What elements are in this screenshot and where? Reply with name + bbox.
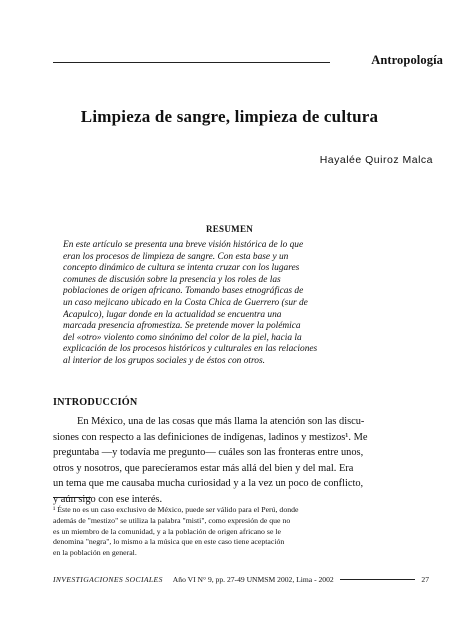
section-label: Antropología [371,53,443,67]
body-line: preguntaba —y todavía me pregunto— cuáles son las fronteras entre unos, [53,447,364,459]
body-line: y aún sigo con ese interés. [53,493,163,505]
abstract-line: En este artículo se presenta una breve visión histórica de lo que [63,240,304,250]
footer-rule [340,579,416,580]
abstract-line: al interior de los grupos sociales y de éstos con otros. [63,355,265,366]
abstract-line: explicación de los procesos históricos y culturales en las relaciones [63,344,318,355]
intro-heading: INTRODUCCIÓN [53,397,138,408]
footnote-line: además de "mestizo" se utiliza la palabra "misti", como expresión de que no [53,515,291,525]
abstract-line: marcada presencia afromestiza. Se pretende mover la polémica [63,321,301,332]
footnote-line: es un miembro de la comunidad, y a la población de origen africano se le [53,526,281,536]
abstract-line: concepto dinámico de cultura se intenta cruzar con los lugares [63,263,300,274]
abstract-line: del «otro» violento como sinónimo del color de la piel, hacia la [63,332,302,343]
abstract-line: poblaciones de origen africano. Tomando bases etnográficas de [63,286,304,297]
footnote-line: en la población en general. [53,548,137,558]
footnote [53,505,425,559]
footnote-line: denomina "negra", lo mismo a la música que en este caso tiene aceptación [53,537,285,547]
author-name: Hayalée Quiroz Malca [319,154,433,166]
abstract-text [63,240,399,368]
page-footer [53,575,429,584]
page-number: 27 [421,575,429,584]
abstract-line: un caso mejicano ubicado en la Costa Chica de Guerrero (sur de [63,297,308,308]
body-line: siones con respecto a las definiciones de indígenas, ladinos y mestizos¹. Me [53,431,368,443]
body-line: otros y nosotros, que parecíeramos estar más allá del bien y del mal. Era [53,462,354,474]
footnote-rule [53,497,91,498]
abstract-line: comunes de discusión sobre la presencia y los roles de las [63,274,281,285]
abstract-line: Acapulco), lugar donde en la actualidad se encuentra una [63,309,282,320]
body-line: un tema que me causaba mucha curiosidad y a la vez un poco de conflicto, [53,478,364,490]
abstract-heading: RESUMEN [205,224,254,234]
journal-name: INVESTIGACIONES SOCIALES [53,575,163,584]
header-rule [53,62,330,63]
body-line: En México, una de las cosas que más llama la atención son las discu- [77,416,365,427]
footnote-line: ¹ Éste no es un caso exclusivo de México, puede ser válido para el Perú, donde [53,505,299,514]
abstract-line: eran los procesos de limpieza de sangre. Con esta base y un [63,251,289,262]
article-title: Limpieza de sangre, limpieza de cultura [80,107,379,126]
intro-paragraph [53,414,425,508]
citation: Año VI N° 9, pp. 27-49 UNMSM 2002, Lima - 2002 [172,575,334,584]
